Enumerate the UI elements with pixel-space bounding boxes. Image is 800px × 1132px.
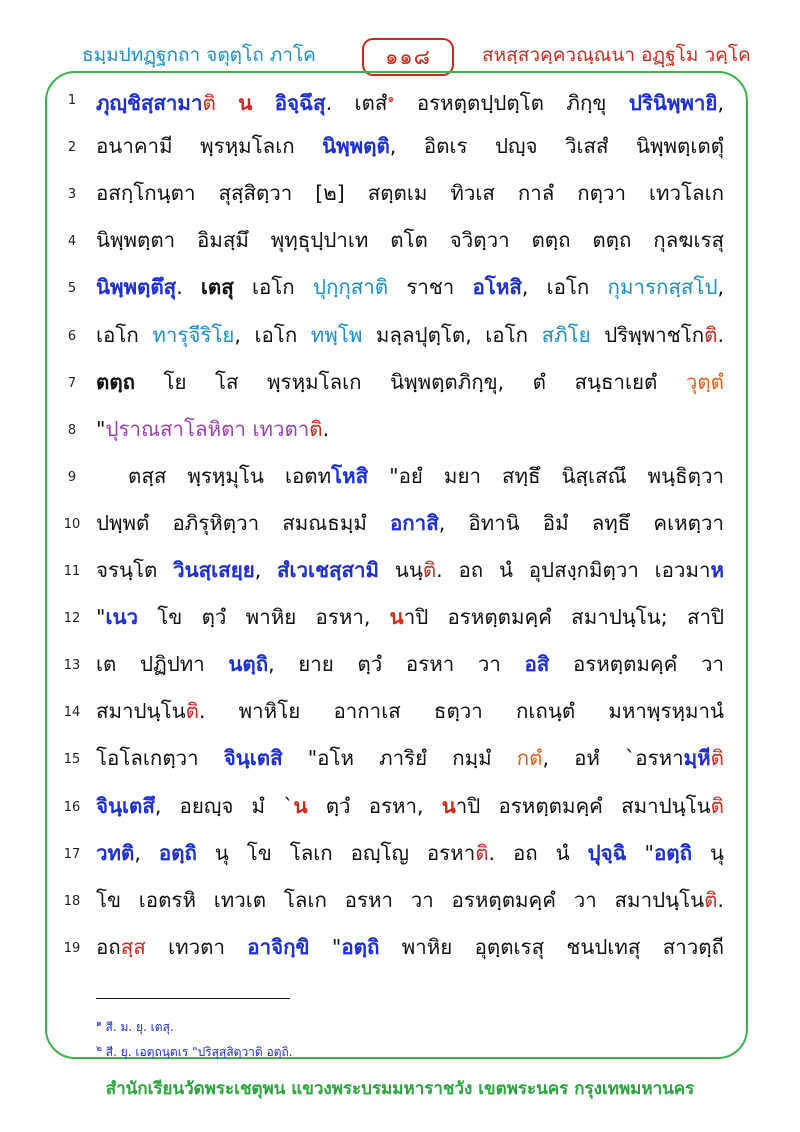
- footnote-divider: [96, 998, 290, 999]
- text-run: ทารุจีริโย: [152, 322, 235, 347]
- text-run: สฺส: [120, 934, 146, 959]
- text-run: วทติ: [96, 840, 135, 865]
- text-line: [96, 791, 724, 821]
- text-line: [96, 367, 724, 397]
- text-run: , เอโก: [521, 275, 608, 300]
- line-number: 11: [63, 564, 81, 579]
- text-line: [128, 461, 724, 491]
- line-number: 4: [67, 234, 77, 250]
- text-run: ปุจฺฉิ: [587, 840, 627, 865]
- text-run: อกาสิ: [389, 510, 439, 535]
- line-number: 15: [63, 752, 81, 768]
- text-run: ตตฺถ: [96, 369, 136, 394]
- text-run: [216, 91, 238, 115]
- running-head-left: ธมฺมปทฏฺฐกถา จตุตฺโถ ภาโค: [82, 44, 316, 66]
- line-number: 7: [67, 375, 77, 391]
- text-line: [96, 885, 724, 915]
- text-run: อโหสิ: [472, 275, 522, 300]
- text-line: [96, 649, 724, 679]
- footnote-2-mark: ๒: [96, 1044, 102, 1054]
- text-run: เต ปฏิปทา: [96, 652, 229, 677]
- text-run: , ยาย ตฺวํ อรหา วา: [268, 652, 525, 677]
- text-run: อสกฺโกนฺตา สุสฺสิตฺวา [๒] สตฺตเม ทิวเส กาลํ กตฺวา เทวโลเก: [96, 181, 724, 206]
- text-run: อรหตฺตปฺปตฺโต ภิกฺขุ: [394, 90, 629, 115]
- text-run: เอโก: [233, 275, 313, 300]
- text-run: ติ: [704, 887, 718, 912]
- text-run: น: [389, 605, 404, 630]
- text-run: ,: [717, 90, 724, 115]
- text-run: ปพฺพตํ อภิรุหิตฺวา สมณธมฺมํ: [96, 510, 390, 535]
- text-run: ติ: [704, 322, 718, 347]
- text-run: ": [96, 605, 106, 630]
- text-run: ตสฺส พฺรหฺมุโน เอตท: [128, 463, 332, 488]
- text-line: [96, 932, 724, 962]
- text-run: ติ: [710, 793, 724, 818]
- text-run: , เอโก: [234, 322, 311, 347]
- line-number: 13: [63, 658, 81, 674]
- text-run: .: [717, 322, 724, 347]
- text-run: จินฺเตสิ: [223, 746, 283, 771]
- text-run: ทพฺโพ: [310, 322, 363, 347]
- text-run: ๑: [387, 92, 395, 105]
- text-run: จรนฺโต: [96, 558, 174, 582]
- text-run: อสิ: [524, 652, 550, 677]
- text-run: ติ: [185, 699, 199, 724]
- text-run: อรหตฺตมคฺคํ วา: [549, 652, 724, 677]
- text-run: ภุญฺชิสฺสามา: [96, 90, 203, 115]
- text-run: "อโห ภาริยํ กมฺมํ: [282, 746, 517, 771]
- text-run: วินสฺเสยฺย: [173, 558, 255, 582]
- text-run: นตฺถิ: [228, 652, 269, 677]
- text-run: อาจิกฺขิ: [247, 934, 310, 959]
- text-run: . เตสํ: [325, 90, 388, 115]
- footer: สำนักเรียนวัดพระเชตุพน แขวงพระบรมมหาราชวัง เขตพระนคร กรุงเทพมหานคร: [105, 1079, 695, 1099]
- text-run: ปริพฺพาชโก: [590, 322, 705, 347]
- text-run: นิพฺพตฺตึสุ: [96, 275, 177, 300]
- text-run: . อถ นํ: [488, 840, 588, 865]
- text-run: จินฺเตสึ: [96, 793, 155, 818]
- text-run: วุตฺตํ: [685, 369, 724, 394]
- text-run: "อยํ มยา สทฺธึ นิสฺเสณึ พนฺธิตฺวา: [368, 463, 724, 488]
- text-run: เนว: [105, 605, 138, 630]
- line-number: 2: [67, 140, 77, 156]
- text-run: ": [626, 840, 654, 865]
- text-run: ตฺวํ อรหา,: [307, 793, 442, 818]
- line-number: 1: [67, 93, 77, 108]
- text-run: .: [717, 887, 724, 912]
- text-run: อตฺถิ: [158, 840, 197, 865]
- text-run: อตฺถิ: [653, 840, 693, 865]
- line-number: 12: [63, 611, 81, 627]
- text-run: อตฺถิ: [341, 934, 380, 959]
- text-run: ติ: [475, 840, 489, 865]
- text-run: ติ: [422, 558, 437, 582]
- text-run: , อิตเร ปญฺจ วิเสสํ นิพฺพตฺเตตุํ: [389, 134, 724, 159]
- text-line: [96, 178, 724, 208]
- text-run: ,: [717, 275, 724, 300]
- text-line: [96, 225, 724, 255]
- text-run: นนฺ: [379, 558, 423, 582]
- text-run: ,: [134, 840, 159, 865]
- text-line: [96, 320, 724, 350]
- text-run: ,: [254, 558, 278, 582]
- text-line: [96, 414, 724, 444]
- text-run: กตํ: [516, 746, 543, 771]
- text-line: [96, 84, 724, 118]
- text-run: สมาปนฺโน: [96, 699, 186, 724]
- text-run: [252, 91, 274, 115]
- text-run: ปุกฺกุสาติ: [312, 275, 389, 300]
- line-number: 8: [67, 422, 77, 438]
- text-run: ติ: [309, 416, 323, 441]
- line-number: 18: [63, 893, 81, 909]
- line-number: 19: [63, 940, 81, 956]
- text-run: .: [322, 416, 330, 441]
- text-run: าปิ อรหตฺตมคฺคํ สมาปนฺโน: [455, 793, 711, 818]
- running-head-right: สหสฺสวคฺควณฺณนา อฏฺฐโม วคฺโค: [482, 44, 751, 66]
- text-run: อิจฺฉึสุ: [274, 90, 326, 115]
- text-run: มลฺลปุตฺโต, เอโก: [362, 322, 542, 347]
- text-run: โข เอตรหิ เทวเต โลเก อรหา วา อรหตฺตมคฺคํ วา สมาปนฺโน: [96, 887, 705, 912]
- line-number: 3: [67, 187, 77, 203]
- text-line: [96, 838, 724, 868]
- text-run: นิพฺพตฺตา อิมสฺมึ พุทฺธุปฺปาเท ตโต จวิตฺวา ตตฺถ ตตฺถ กุลฆเรสุ: [96, 228, 724, 253]
- text-run: โหสิ: [331, 463, 369, 488]
- line-number: 9: [67, 469, 77, 485]
- text-run: พาหิย อุตฺตเรสุ ชนปเทสุ สาวตฺถี: [379, 934, 724, 959]
- text-run: เอโก: [96, 322, 153, 347]
- footnote-1-mark: ๑: [96, 1019, 102, 1029]
- text-run: เตสุ: [200, 275, 234, 300]
- text-run: อนาคามี พฺรหฺมโลเก: [96, 134, 323, 159]
- text-run: ": [309, 934, 342, 959]
- text-run: เทวตา: [145, 934, 248, 959]
- text-run: โอโลเกตฺวา: [96, 746, 224, 771]
- text-run: ": [96, 416, 106, 441]
- footnote-1-text: สี. ม. ยุ. เตสุ.: [101, 1020, 174, 1034]
- text-run: ติ: [710, 746, 724, 771]
- text-run: , อิทานิ อิมํ ลทฺธึ คเหตฺวา: [438, 510, 724, 535]
- text-run: สภิโย: [541, 322, 591, 347]
- text-run: , อหํ `อรหา: [542, 746, 684, 771]
- text-line: [96, 555, 724, 585]
- text-run: มฺหี: [683, 746, 711, 771]
- text-run: น: [293, 793, 308, 818]
- line-number: 16: [63, 799, 81, 815]
- text-run: . อถ นํ อุปสงฺกมิตฺวา เอวมา: [436, 558, 711, 582]
- line-number: 6: [67, 328, 77, 344]
- text-line: [96, 696, 724, 726]
- text-line: [96, 743, 724, 773]
- text-line: [96, 131, 724, 161]
- text-run: ปุราณสาโลหิตา เทวตา: [105, 416, 310, 441]
- line-number: 17: [63, 846, 81, 862]
- text-run: , อยญฺจ มํ `: [154, 793, 294, 818]
- footnote-2: [96, 1041, 293, 1062]
- line-number: 10: [63, 516, 81, 532]
- text-run: าปิ อรหตฺตมคฺคํ สมาปนฺโน; สาปิ: [403, 605, 724, 630]
- line-number: 5: [67, 281, 77, 297]
- text-line: [96, 272, 724, 302]
- text-run: ปรินิพฺพายิ: [628, 90, 718, 115]
- text-run: .: [176, 275, 201, 300]
- text-run: นุ: [692, 840, 724, 865]
- text-run: กุมารกสฺสโป: [607, 275, 718, 300]
- footnote-1: [96, 1016, 174, 1037]
- text-run: นุ โข โลเก อญฺโญ อรหา: [196, 840, 476, 865]
- text-run: ห: [710, 558, 724, 582]
- text-run: น: [238, 90, 253, 115]
- line-number: 14: [63, 705, 81, 721]
- text-run: . พาหิโย อากาเส ธตฺวา กเถนฺตํ มหาพฺรหฺมานํ: [198, 699, 724, 724]
- text-run: โข ตฺวํ พาหิย อรหา,: [137, 605, 390, 630]
- footnote-2-text: สี. ยุ. เอตฺถนฺตเร "ปริสุสฺสิตฺวาติ อตฺถิ.: [101, 1045, 293, 1059]
- text-line: [96, 508, 724, 538]
- text-run: อถ: [96, 934, 121, 959]
- text-run: นิพฺพตฺติ: [322, 134, 390, 159]
- text-run: น: [441, 793, 456, 818]
- text-run: โย โส พฺรหฺมโลเก นิพฺพตฺตภิกฺขุ, ตํ สนฺธาเยตํ: [135, 369, 686, 394]
- page-number: ๑๑๘: [362, 38, 454, 76]
- text-run: สํเวเชสฺสามิ: [277, 558, 380, 582]
- text-line: [96, 602, 724, 632]
- text-run: ราชา: [388, 275, 473, 300]
- text-run: ติ: [202, 90, 216, 115]
